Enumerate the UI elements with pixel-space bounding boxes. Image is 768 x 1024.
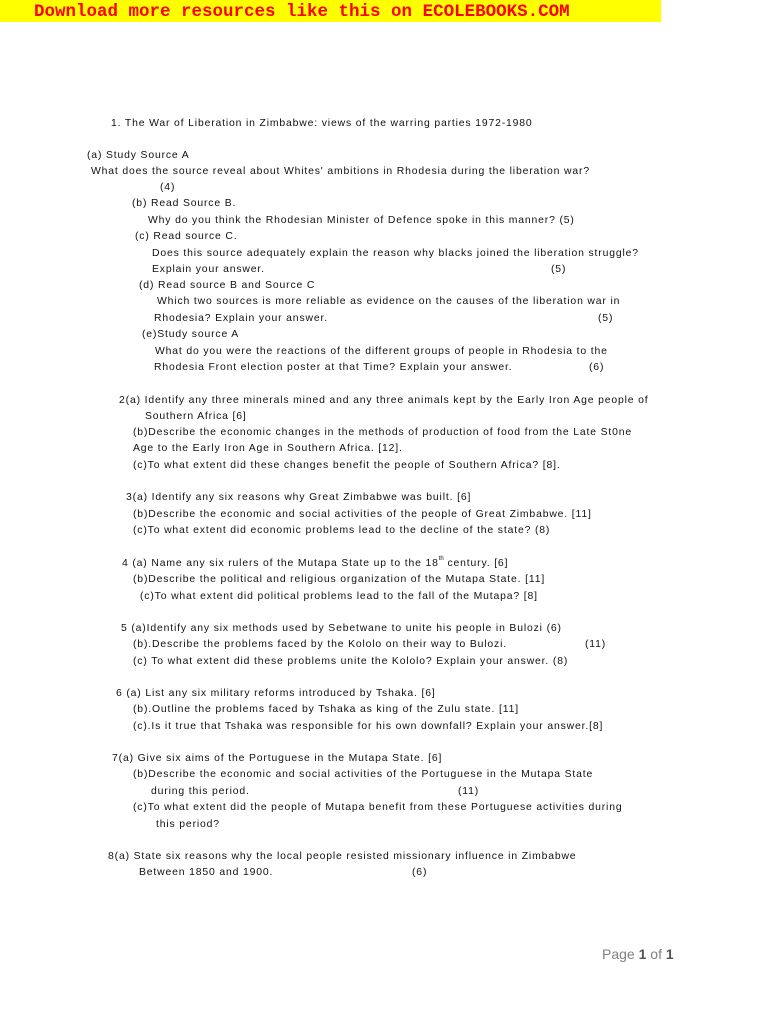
q1a-label: (a) Study Source A bbox=[87, 150, 190, 161]
q4a-superscript: th bbox=[438, 556, 444, 562]
q1d-text-1: Which two sources is more reliable as evidence on the causes of the liberation war in bbox=[157, 296, 621, 307]
q1c-text-2: Explain your answer. bbox=[152, 264, 265, 275]
q7a-line: 7(a) Give six aims of the Portuguese in the Mutapa State. [6] bbox=[112, 753, 443, 764]
q1a-marks: (4) bbox=[160, 182, 176, 193]
total-page-count: 1 bbox=[665, 946, 674, 962]
q6a-line: 6 (a) List any six military reforms introduced by Tshaka. [6] bbox=[116, 688, 436, 699]
q1b-label: (b) Read Source B. bbox=[132, 198, 237, 209]
q1c-label: (c) Read source C. bbox=[135, 231, 238, 242]
q3b-line: (b)Describe the economic and social activities of the people of Great Zimbabwe. [11] bbox=[133, 509, 592, 520]
q7b-line-2: during this period. bbox=[151, 786, 250, 797]
q1e-text-2: Rhodesia Front election poster at that Time? Explain your answer. bbox=[154, 362, 513, 373]
q1e-label: (e)Study source A bbox=[142, 329, 240, 340]
q3a-line: 3(a) Identify any six reasons why Great Zimbabwe was built. [6] bbox=[126, 492, 472, 503]
q1a-text: What does the source reveal about Whites' ambitions in Rhodesia during the liberation war? bbox=[91, 166, 590, 177]
q4b-line: (b)Describe the political and religious organization of the Mutapa State. [11] bbox=[133, 574, 546, 585]
q2a-line-2: Southern Africa [6] bbox=[145, 411, 247, 422]
q6b-line: (b).Outline the problems faced by Tshaka as king of the Zulu state. [11] bbox=[133, 704, 519, 715]
q8a-line-1: 8(a) State six reasons why the local people resisted missionary influence in Zimbabwe bbox=[108, 851, 577, 862]
q2b-line-2: Age to the Early Iron Age in Southern Africa. [12]. bbox=[133, 443, 403, 454]
current-page-number: 1 bbox=[638, 946, 647, 962]
q7b-line-1: (b)Describe the economic and social activities of the Portuguese in the Mutapa State bbox=[133, 769, 594, 780]
q7b-marks: (11) bbox=[458, 786, 480, 797]
q1d-text-2: Rhodesia? Explain your answer. bbox=[154, 313, 328, 324]
q1d-marks: (5) bbox=[598, 313, 614, 324]
q5a-line: 5 (a)Identify any six methods used by Sebetwane to unite his people in Bulozi (6) bbox=[121, 623, 562, 634]
q1b-text: Why do you think the Rhodesian Minister of Defence spoke in this manner? (5) bbox=[148, 215, 575, 226]
q4a-line bbox=[122, 557, 508, 571]
document-title: 1. The War of Liberation in Zimbabwe: views of the warring parties 1972-1980 bbox=[111, 118, 533, 129]
of-word: of bbox=[650, 946, 662, 962]
page-indicator bbox=[602, 946, 674, 962]
q1e-text-1: What do you were the reactions of the different groups of people in Rhodesia to the bbox=[155, 346, 608, 357]
q1c-text-1: Does this source adequately explain the reason why blacks joined the liberation struggle? bbox=[152, 248, 639, 259]
q2b-line-1: (b)Describe the economic changes in the methods of production of food from the Late St0ne bbox=[133, 427, 633, 438]
q6c-line: (c).Is it true that Tshaka was responsible for his own downfall? Explain your answer.[8] bbox=[133, 721, 604, 732]
banner-text: Download more resources like this on ECOLEBOOKS.COM bbox=[34, 2, 570, 22]
q8a-line-2: Between 1850 and 1900. bbox=[139, 867, 274, 878]
q1d-label: (d) Read source B and Source C bbox=[139, 280, 316, 291]
q1c-marks: (5) bbox=[551, 264, 567, 275]
q1e-marks: (6) bbox=[589, 362, 605, 373]
q4a-text-end: century. [6] bbox=[443, 558, 509, 569]
download-banner bbox=[0, 0, 661, 22]
q3c-line: (c)To what extent did economic problems lead to the decline of the state? (8) bbox=[133, 525, 551, 536]
q4c-line: (c)To what extent did political problems lead to the fall of the Mutapa? [8] bbox=[140, 591, 538, 602]
q5c-line: (c) To what extent did these problems unite the Kololo? Explain your answer. (8) bbox=[133, 656, 569, 667]
q2a-line-1: 2(a) Identify any three minerals mined and any three animals kept by the Early Iron Age people of bbox=[119, 395, 649, 406]
page-word: Page bbox=[602, 946, 635, 962]
q5b-marks: (11) bbox=[585, 639, 607, 650]
q8a-marks: (6) bbox=[412, 867, 428, 878]
q5b-line: (b).Describe the problems faced by the Kololo on their way to Bulozi. bbox=[133, 639, 507, 650]
q2c-line: (c)To what extent did these changes benefit the people of Southern Africa? [8]. bbox=[133, 460, 561, 471]
q4a-text: 4 (a) Name any six rulers of the Mutapa State up to the 18 bbox=[122, 558, 439, 569]
q7c-line-2: this period? bbox=[156, 819, 220, 830]
q7c-line-1: (c)To what extent did the people of Mutapa benefit from these Portuguese activities during bbox=[133, 802, 623, 813]
